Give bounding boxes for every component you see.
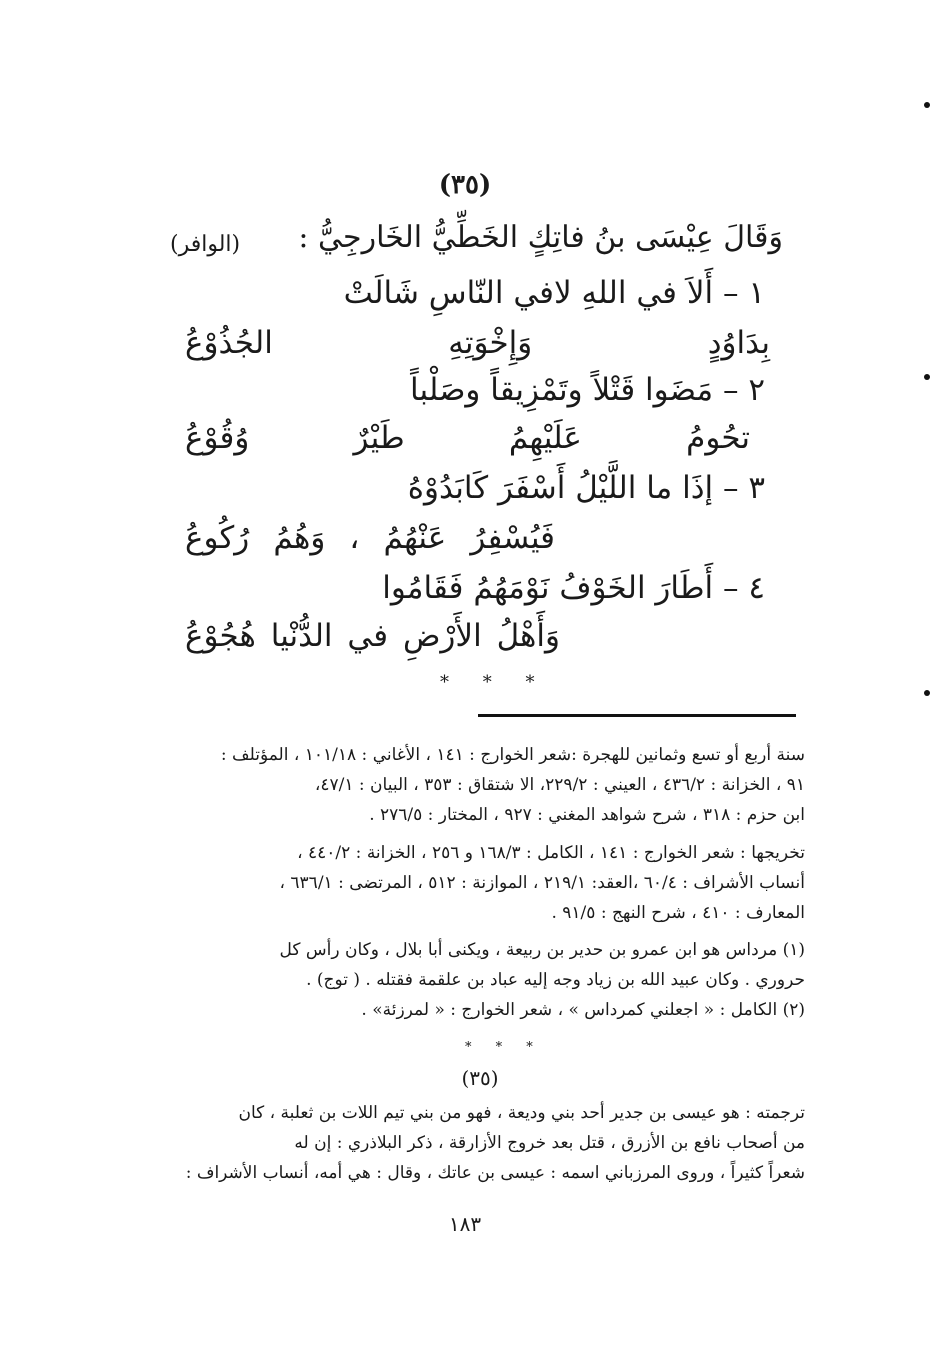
page-number: ١٨٣ <box>448 1212 482 1236</box>
verse-4-second-hemistich: وَأَهْلُ الأَرْضِ في الدُّنْيا هُجُوْعُ <box>185 618 560 654</box>
footnote-line: من أصحاب نافع بن الأزرق ، قتل بعد خروج الأزارقة ، ذكر البلاذري : إن له <box>294 1133 805 1153</box>
footnote-line: ابن حزم : ٣١٨ ، شرح شواهد المغني : ٩٢٧ ، المختار : ٢٧٦/٥ . <box>369 805 805 825</box>
footnote-rule <box>478 714 796 717</box>
footnote-biography <box>125 1098 805 1188</box>
footnote-notes <box>125 935 805 1025</box>
poem-meter: (الوافر) <box>170 232 241 257</box>
verse-2-first-hemistich: ٢ – مَضَوا قَتْلاً وتَمْزِيقاً وصَلْباً <box>410 372 765 408</box>
footnote-line: (١) مرداس هو ابن عمرو بن حدير بن ربيعة ، ويكنى أبا بلال ، وكان رأس كل <box>279 940 805 960</box>
footnote-line: شعراً كثيراً ، وروى المرزباني اسمه : عيسى بن عاتك ، وقال : هي أمه، أنساب الأشراف : <box>185 1163 805 1183</box>
footnote-line: أنساب الأشراف : ٦٠/٤ ،العقد: ٢١٩/١ ، الموازنة : ٥١٢ ، المرتضى : ٦٣٦/١ ، <box>279 873 805 893</box>
footnote-section-number: (٣٥) <box>461 1066 499 1090</box>
poem-number: (٣٥) <box>438 170 492 200</box>
footnote-line: (٢) الكامل : « اجعلني كمرداس » ، شعر الخوارج : « لمرزئة» . <box>361 1000 805 1020</box>
footnote-line: المعارف : ٤١٠ ، شرح النهج : ٩١/٥ . <box>551 903 805 923</box>
footnote-line: ترجمته : هو عيسى بن جدير أحد بني وديعة ، فهو من بني تيم اللات بن ثعلبة ، كان <box>238 1103 805 1123</box>
verse-3-second-hemistich: فَيُسْفِرُ عَنْهُمُ ، وَهُمُ رُكُوعُ <box>185 520 555 556</box>
footnote-line: حروري . وكان عبيد الله بن زياد وجه إليه عباد بن علقمة فقتله . ( توج) . <box>306 970 805 990</box>
scan-mark <box>924 690 930 696</box>
verse-1-first-hemistich: ١ – أَلاَ في اللهِ لافي النّاسِ شَالَتْ <box>343 275 765 311</box>
verse-1-second-hemistich: بِدَاوُدٍ وَإِخْوَتِهِ الجُذُوْعُ <box>185 325 770 361</box>
verse-2-second-hemistich: تحُومُ عَلَيْهِمُ طَيْرٌ وُقُوْعُ <box>185 420 750 456</box>
section-separator-stars: * * * <box>440 672 549 693</box>
verse-3-first-hemistich: ٣ – إذَا ما اللَّيْلُ أَسْفَرَ كَابَدُوْهُ <box>407 470 765 506</box>
verse-4-first-hemistich: ٤ – أَطَارَ الخَوْفُ نَوْمَهُمُ فَقَامُوا <box>382 570 765 606</box>
scan-mark <box>924 102 930 108</box>
footnote-line: ٩١ ، الخزانة : ٤٣٦/٢ ، العيني : ٢٢٩/٢، الا شتقاق : ٣٥٣ ، البيان : ٤٧/١، <box>314 775 805 795</box>
footnote-line: تخريجها : شعر الخوارج : ١٤١ ، الكامل : ١٦٨/٣ و ٢٥٦ ، الخزانة : ٤٤٠/٢ ، <box>297 843 805 863</box>
poem-intro: وَقَالَ عِيْسَى بنُ فاتِكٍ الخَطِّيُّ الخَارجِيُّ : <box>298 220 783 255</box>
footnote-sources <box>125 740 805 830</box>
scan-mark <box>924 374 930 380</box>
footnote-line: سنة أربع أو تسع وثمانين للهجرة :شعر الخوارج : ١٤١ ، الأغاني : ١٠١/١٨ ، المؤتلف : <box>220 745 805 765</box>
footnote-separator-stars: * * * <box>465 1040 543 1055</box>
footnote-takhrij <box>125 838 805 928</box>
